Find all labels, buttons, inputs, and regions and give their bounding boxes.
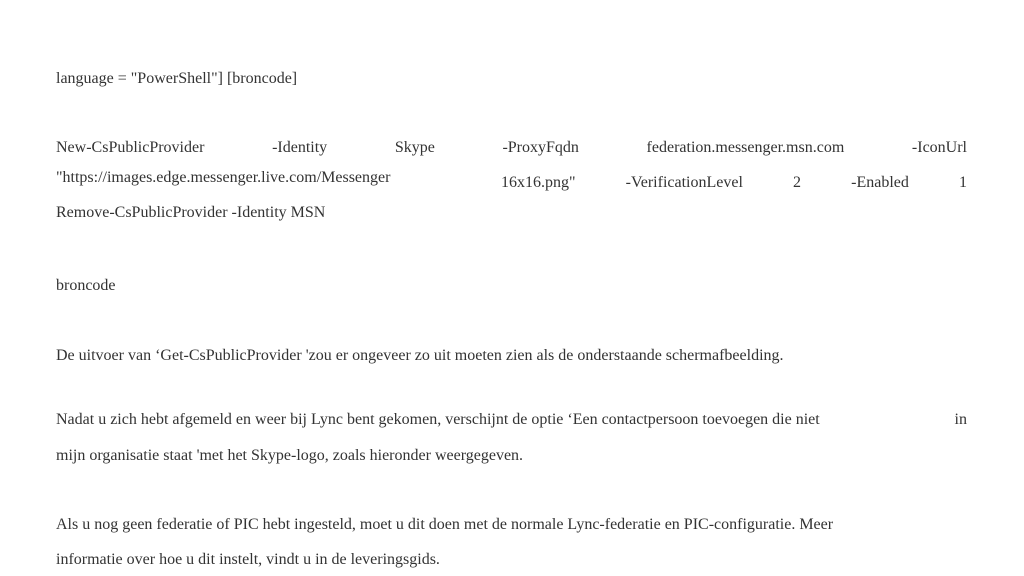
paragraph-text: Nadat u zich hebt afgemeld en weer bij Lync bent gekomen, verschijnt de optie ‘Een contactpersoon toevoegen die niet bbox=[56, 411, 820, 428]
code-header: language = "PowerShell"] [broncode] bbox=[56, 70, 298, 87]
code-token: Skype bbox=[394, 139, 435, 156]
paragraph-2-line-1 bbox=[56, 411, 967, 429]
code-footer: broncode bbox=[56, 277, 116, 294]
paragraph-3-line-2: informatie over hoe u dit instelt, vindt u in de leveringsgids. bbox=[56, 551, 440, 568]
code-token: federation.messenger.msn.com bbox=[646, 139, 845, 156]
code-token: -VerificationLevel bbox=[625, 174, 743, 191]
paragraph-text: in bbox=[954, 411, 967, 428]
code-token: 1 bbox=[959, 174, 967, 191]
code-token: -Identity bbox=[272, 139, 328, 156]
paragraph-3-line-1: Als u nog geen federatie of PIC hebt ingesteld, moet u dit doen met de normale Lync-federatie en PIC-configuratie. Meer bbox=[56, 516, 834, 533]
paragraph-1: De uitvoer van ‘Get-CsPublicProvider 'zou er ongeveer zo uit moeten zien als de onderstaande schermafbeelding. bbox=[56, 347, 784, 364]
code-line-2 bbox=[501, 174, 967, 192]
code-token: -Enabled bbox=[851, 174, 909, 191]
code-token: New-CsPublicProvider bbox=[56, 139, 205, 156]
code-token: 16x16.png" bbox=[501, 174, 576, 191]
code-line-1 bbox=[56, 139, 967, 157]
code-token: 2 bbox=[793, 174, 802, 191]
paragraph-2-line-2: mijn organisatie staat 'met het Skype-logo, zoals hieronder weergegeven. bbox=[56, 447, 524, 464]
code-token: -IconUrl bbox=[911, 139, 967, 156]
code-line-2-url: "https://images.edge.messenger.live.com/Messenger bbox=[56, 169, 391, 186]
code-token: -ProxyFqdn bbox=[502, 139, 579, 156]
code-line-3: Remove-CsPublicProvider -Identity MSN bbox=[56, 204, 326, 221]
